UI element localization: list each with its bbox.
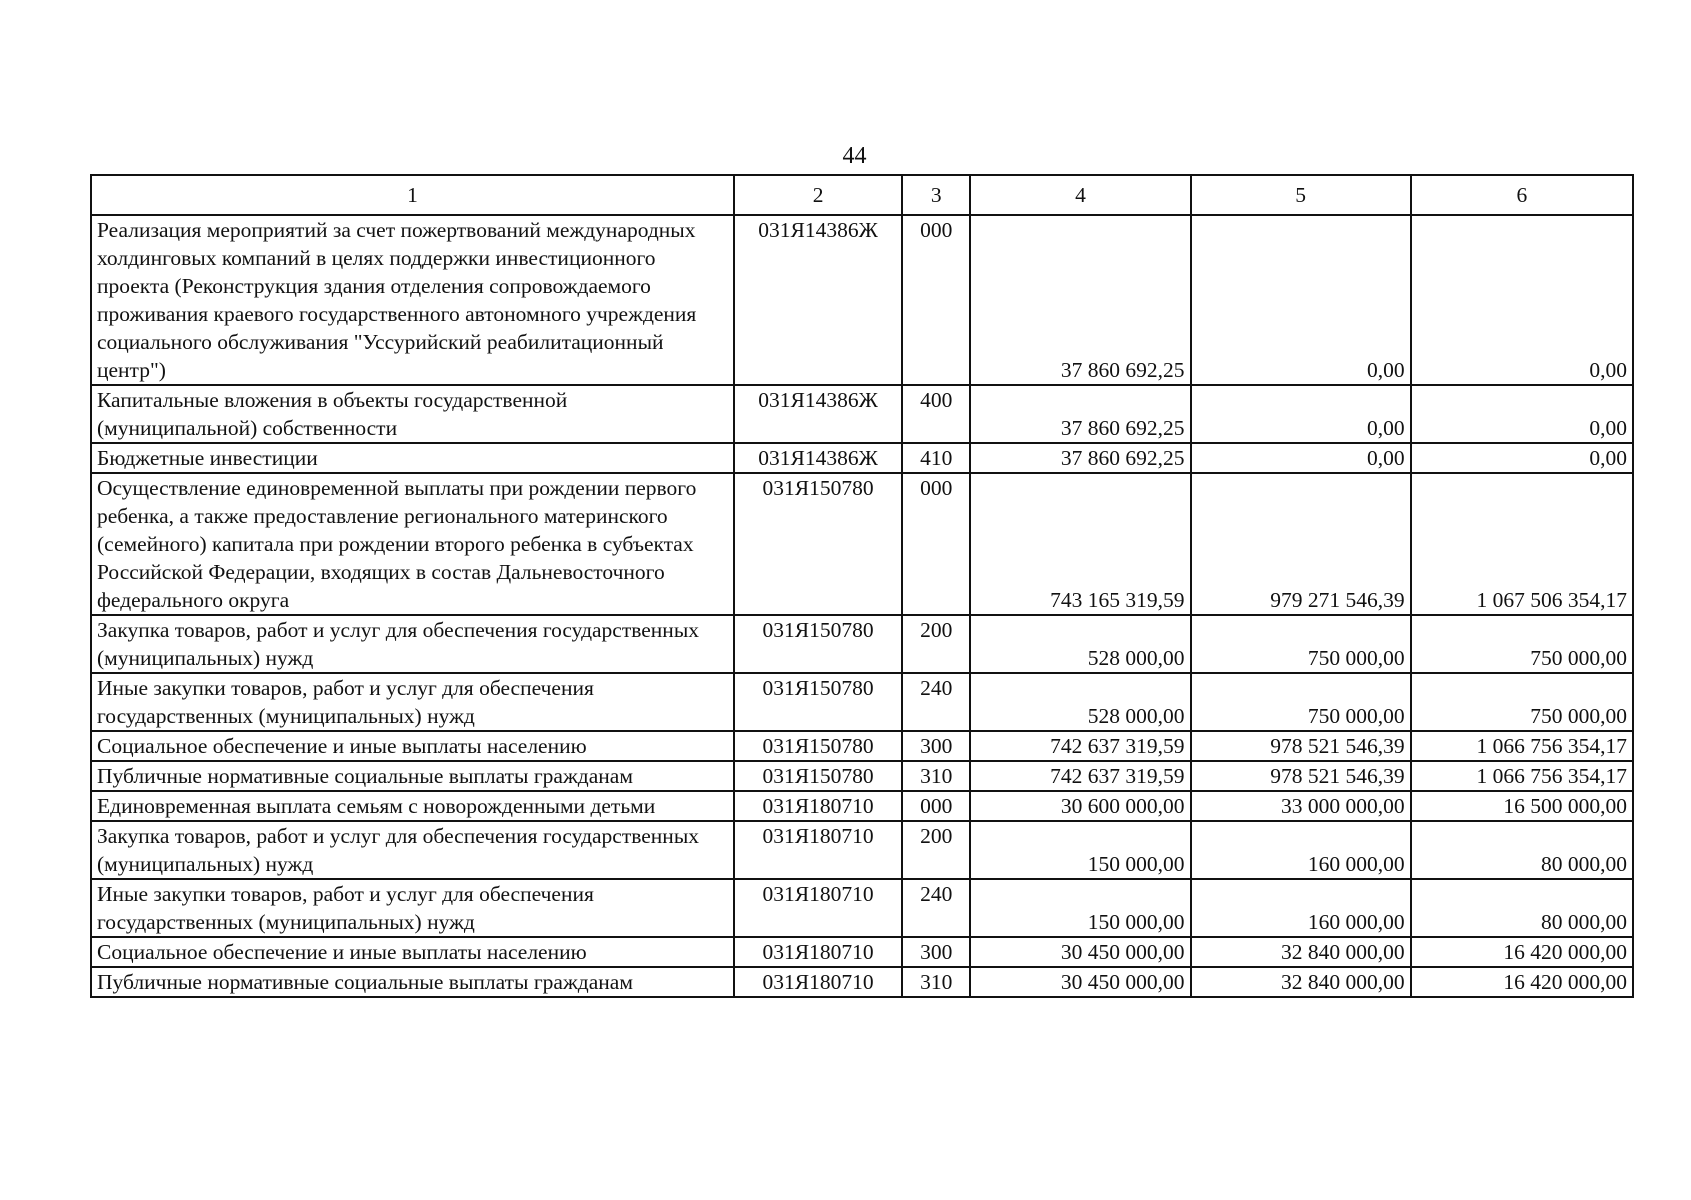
row-code-cell: 031Я180710 (734, 937, 902, 967)
row-code-cell: 031Я180710 (734, 821, 902, 879)
row-value-col6: 750 000,00 (1411, 615, 1633, 673)
header-col-2: 2 (734, 175, 902, 215)
row-code-cell: 031Я180710 (734, 879, 902, 937)
table-row (91, 385, 1633, 443)
row-value-col6: 1 066 756 354,17 (1411, 731, 1633, 761)
row-value-col5: 160 000,00 (1191, 821, 1411, 879)
row-value-col6: 0,00 (1411, 385, 1633, 443)
row-value-col4: 743 165 319,59 (970, 473, 1190, 615)
row-value-col4: 742 637 319,59 (970, 761, 1190, 791)
row-value-col5: 160 000,00 (1191, 879, 1411, 937)
header-row (91, 175, 1633, 215)
row-kind-cell: 310 (902, 967, 970, 997)
row-value-col5: 750 000,00 (1191, 673, 1411, 731)
table-row (91, 473, 1633, 615)
row-kind-cell: 410 (902, 443, 970, 473)
row-code-cell: 031Я14386Ж (734, 443, 902, 473)
row-value-col4: 742 637 319,59 (970, 731, 1190, 761)
row-name-cell: Иные закупки товаров, работ и услуг для обеспечения государственных (муниципальных) нужд (91, 879, 734, 937)
row-name-cell: Реализация мероприятий за счет пожертвований международных холдинговых компаний в целях поддержки инвестиционного проекта (Реконструкция здания отделения сопровождаемого проживания краевого государственного автономного учреждения социального обслуживания "Уссурийский реабилитационный центр") (91, 215, 734, 385)
row-kind-cell: 400 (902, 385, 970, 443)
row-name-cell: Публичные нормативные социальные выплаты гражданам (91, 967, 734, 997)
table-row (91, 967, 1633, 997)
row-name-cell: Социальное обеспечение и иные выплаты населению (91, 731, 734, 761)
row-value-col5: 978 521 546,39 (1191, 761, 1411, 791)
row-value-col4: 150 000,00 (970, 879, 1190, 937)
row-value-col5: 750 000,00 (1191, 615, 1411, 673)
row-value-col5: 978 521 546,39 (1191, 731, 1411, 761)
header-col-4: 4 (970, 175, 1190, 215)
row-value-col4: 37 860 692,25 (970, 443, 1190, 473)
table-row (91, 879, 1633, 937)
table-row (91, 615, 1633, 673)
row-value-col6: 0,00 (1411, 443, 1633, 473)
row-kind-cell: 000 (902, 791, 970, 821)
row-code-cell: 031Я14386Ж (734, 385, 902, 443)
row-name-cell: Иные закупки товаров, работ и услуг для обеспечения государственных (муниципальных) нужд (91, 673, 734, 731)
row-name-cell: Единовременная выплата семьям с новорожденными детьми (91, 791, 734, 821)
row-value-col6: 1 066 756 354,17 (1411, 761, 1633, 791)
row-code-cell: 031Я180710 (734, 967, 902, 997)
row-name-cell: Публичные нормативные социальные выплаты гражданам (91, 761, 734, 791)
row-code-cell: 031Я180710 (734, 791, 902, 821)
row-kind-cell: 240 (902, 673, 970, 731)
row-code-cell: 031Я150780 (734, 673, 902, 731)
row-value-col6: 0,00 (1411, 215, 1633, 385)
header-col-6: 6 (1411, 175, 1633, 215)
row-name-cell: Бюджетные инвестиции (91, 443, 734, 473)
row-value-col4: 150 000,00 (970, 821, 1190, 879)
row-kind-cell: 310 (902, 761, 970, 791)
table-row (91, 761, 1633, 791)
row-name-cell: Осуществление единовременной выплаты при рождении первого ребенка, а также предоставление регионального материнского (семейного) капитала при рождении второго ребенка в субъектах Российской Федерации, входящих в состав Дальневосточного федерального округа (91, 473, 734, 615)
row-value-col6: 16 500 000,00 (1411, 791, 1633, 821)
row-value-col5: 979 271 546,39 (1191, 473, 1411, 615)
row-kind-cell: 000 (902, 473, 970, 615)
row-value-col4: 528 000,00 (970, 673, 1190, 731)
table-row (91, 937, 1633, 967)
row-value-col6: 750 000,00 (1411, 673, 1633, 731)
row-code-cell: 031Я150780 (734, 761, 902, 791)
budget-table (90, 174, 1634, 998)
row-value-col6: 16 420 000,00 (1411, 967, 1633, 997)
row-code-cell: 031Я150780 (734, 731, 902, 761)
row-kind-cell: 000 (902, 215, 970, 385)
row-value-col6: 16 420 000,00 (1411, 937, 1633, 967)
row-value-col4: 30 600 000,00 (970, 791, 1190, 821)
row-name-cell: Социальное обеспечение и иные выплаты населению (91, 937, 734, 967)
header-col-1: 1 (91, 175, 734, 215)
row-value-col4: 528 000,00 (970, 615, 1190, 673)
row-value-col4: 30 450 000,00 (970, 967, 1190, 997)
table-row (91, 791, 1633, 821)
row-kind-cell: 200 (902, 615, 970, 673)
row-value-col4: 37 860 692,25 (970, 385, 1190, 443)
table-row (91, 673, 1633, 731)
table-body (91, 215, 1633, 997)
row-code-cell: 031Я150780 (734, 615, 902, 673)
row-value-col5: 32 840 000,00 (1191, 967, 1411, 997)
page-number: 44 (842, 143, 867, 169)
row-name-cell: Закупка товаров, работ и услуг для обеспечения государственных (муниципальных) нужд (91, 821, 734, 879)
row-value-col6: 80 000,00 (1411, 821, 1633, 879)
row-value-col5: 0,00 (1191, 385, 1411, 443)
table-row (91, 821, 1633, 879)
table-row (91, 731, 1633, 761)
table-header (91, 175, 1633, 215)
row-kind-cell: 300 (902, 937, 970, 967)
row-name-cell: Закупка товаров, работ и услуг для обеспечения государственных (муниципальных) нужд (91, 615, 734, 673)
header-col-5: 5 (1191, 175, 1411, 215)
row-code-cell: 031Я14386Ж (734, 215, 902, 385)
table-row (91, 215, 1633, 385)
row-value-col4: 30 450 000,00 (970, 937, 1190, 967)
row-value-col6: 80 000,00 (1411, 879, 1633, 937)
row-kind-cell: 200 (902, 821, 970, 879)
row-kind-cell: 300 (902, 731, 970, 761)
row-value-col5: 0,00 (1191, 443, 1411, 473)
row-value-col5: 32 840 000,00 (1191, 937, 1411, 967)
row-name-cell: Капитальные вложения в объекты государственной (муниципальной) собственности (91, 385, 734, 443)
row-kind-cell: 240 (902, 879, 970, 937)
row-value-col6: 1 067 506 354,17 (1411, 473, 1633, 615)
row-value-col5: 0,00 (1191, 215, 1411, 385)
table-row (91, 443, 1633, 473)
row-value-col5: 33 000 000,00 (1191, 791, 1411, 821)
header-col-3: 3 (902, 175, 970, 215)
row-code-cell: 031Я150780 (734, 473, 902, 615)
row-value-col4: 37 860 692,25 (970, 215, 1190, 385)
